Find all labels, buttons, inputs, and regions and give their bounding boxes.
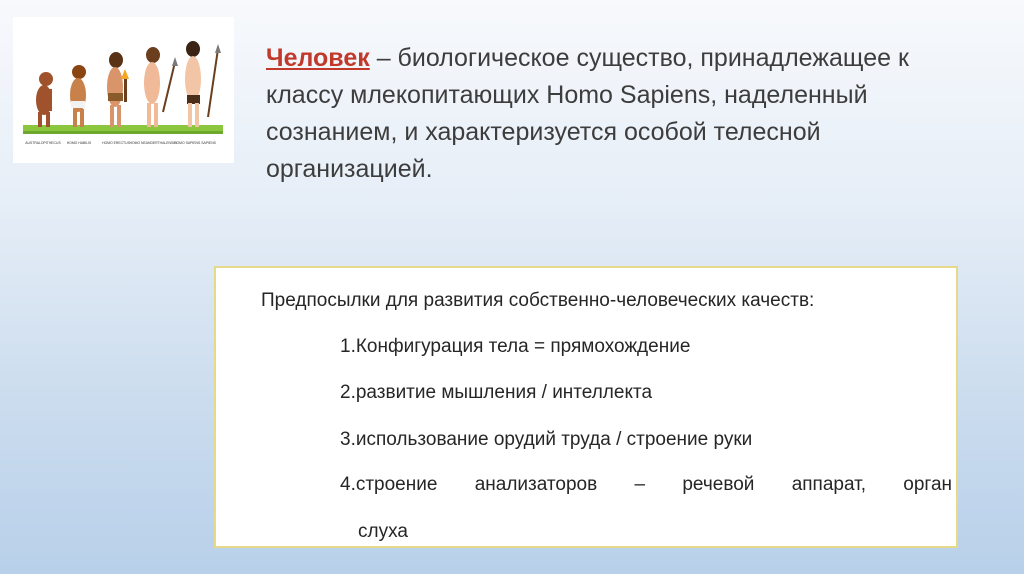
human-evolution-image (13, 17, 234, 163)
prerequisite-item-1: 1.Конфигурация тела = прямохождение (340, 336, 691, 357)
figure-homo-erectus (107, 52, 129, 127)
caption-homo-habilis: HOMO HABILIS (66, 141, 92, 145)
figure-homo-habilis (70, 65, 86, 127)
prerequisites-box (214, 266, 958, 548)
human-evolution-illustration-icon (13, 17, 234, 163)
definition-body: – биологическое существо, принадлежащее к классу млекопитающих Homo Sapiens, наделенный сознанием, и характеризуется особой телесной организацией. (266, 44, 909, 183)
prerequisite-item-2: 2.развитие мышления / интеллекта (340, 382, 653, 403)
caption-homo-neanderthalensis: HOMO NEANDERTHALENSIS (129, 141, 177, 145)
caption-australopithecus: AUSTRALOPITHECUS (25, 141, 61, 145)
definition-text (266, 40, 986, 188)
prerequisite-item-4-continuation: слуха (358, 521, 408, 542)
figure-homo-sapiens (185, 41, 221, 127)
prerequisites-title: Предпосылки для развития собственно-человеческих качеств: (261, 290, 815, 311)
figure-homo-neanderthalensis (144, 47, 178, 127)
prerequisite-item-4: 4.строение анализаторов – речевой аппарат, орган (340, 474, 952, 495)
definition-term: Человек (266, 44, 370, 72)
caption-homo-erectus: HOMO ERECTUS (102, 141, 130, 145)
figure-australopithecus (36, 72, 53, 127)
caption-homo-sapiens: HOMO SAPIENS SAPIENS (174, 141, 216, 145)
prerequisite-item-3: 3.использование орудий труда / строение руки (340, 429, 753, 450)
